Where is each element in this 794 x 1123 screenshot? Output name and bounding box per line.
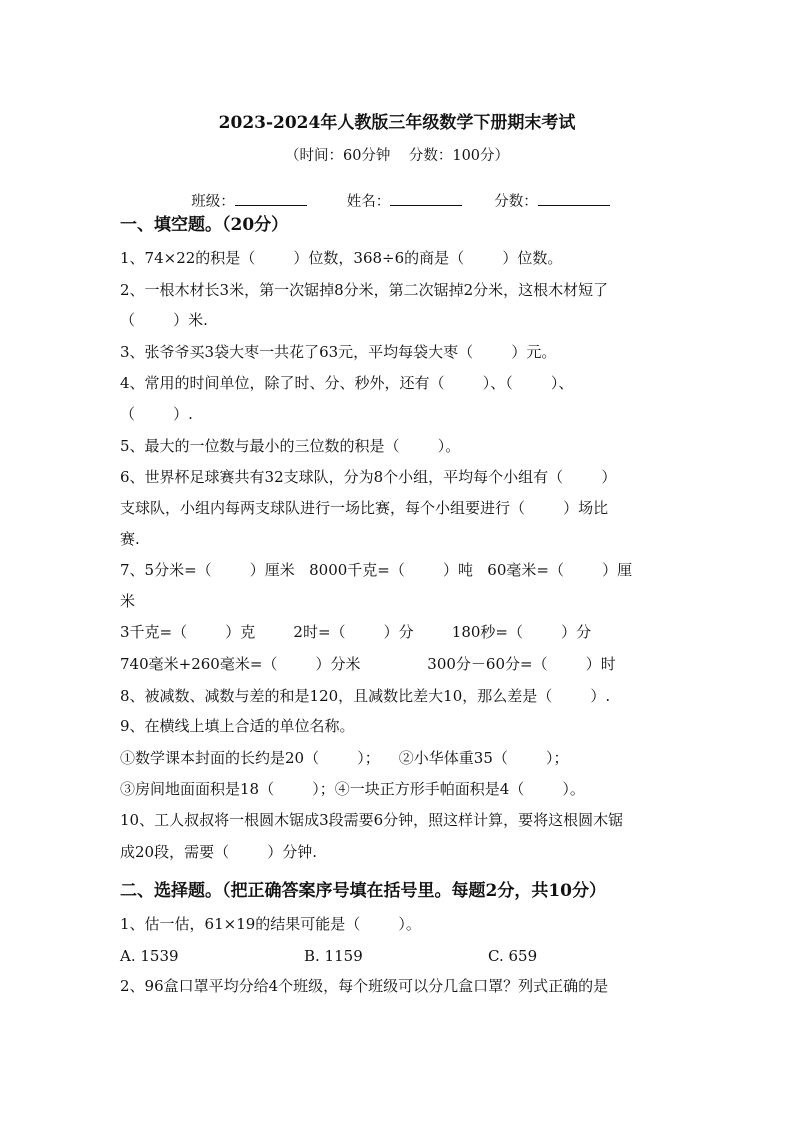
section-1-heading: 一、填空题。（20分）	[120, 215, 289, 235]
question-line: 740毫米+260毫米=（ ）分米 300分－60分=（ ）时	[120, 655, 616, 673]
question-line: 3、张爷爷买3袋大枣一共花了63元，平均每袋大枣（ ）元。	[120, 343, 557, 361]
question-line: ①数学课本封面的长约是20（ ）； ②小华体重35（ ）；	[120, 749, 569, 767]
question-line: 8、被减数、减数与差的和是120，且减数比差大10，那么差是（ ）.	[120, 687, 611, 705]
question-line: 4、常用的时间单位，除了时、分、秒外，还有（ ）、（ ）、	[120, 374, 574, 392]
score-label: 分数：	[494, 194, 538, 210]
question-line: 米	[120, 592, 136, 610]
choice-question-1: 1、估一估，61×19的结果可能是（ ）。	[120, 915, 421, 933]
question-line: 支球队，小组内每两支球队进行一场比赛，每个小组要进行（ ）场比	[120, 499, 609, 517]
name-blank[interactable]	[390, 191, 462, 206]
question-line: 9、在横线上填上合适的单位名称。	[120, 717, 355, 735]
option-a[interactable]: A. 1539	[120, 947, 179, 965]
question-line: 1、74×22的积是（ ）位数，368÷6的商是（ ）位数。	[120, 249, 563, 267]
exam-title: 2023-2024年人教版三年级数学下册期末考试	[218, 113, 576, 133]
class-blank[interactable]	[235, 191, 307, 206]
option-c[interactable]: C. 659	[488, 947, 538, 965]
question-line: 10、工人叔叔将一根圆木锯成3段需要6分钟，照这样计算，要将这根圆木锯	[120, 811, 624, 829]
choice-question-2: 2、96盒口罩平均分给4个班级，每个班级可以分几盒口罩？列式正确的是	[120, 977, 609, 995]
question-line: 3千克=（ ）克 2时=（ ）分 180秒=（ ）分	[120, 623, 592, 641]
question-line: （ ）米.	[120, 311, 208, 329]
question-line: 赛.	[120, 530, 140, 548]
name-label: 姓名：	[346, 194, 391, 210]
class-label: 班级：	[191, 194, 235, 210]
student-info-row	[182, 174, 610, 211]
score-blank[interactable]	[538, 191, 610, 206]
exam-meta: （时间：60分钟 分数：100分）	[284, 148, 510, 164]
question-line: 2、一根木材长3米，第一次锯掉8分米，第二次锯掉2分米，这根木材短了	[120, 281, 609, 299]
question-line: （ ）.	[120, 405, 193, 423]
question-line: 成20段，需要（ ）分钟.	[120, 843, 318, 861]
question-line: 6、世界杯足球赛共有32支球队，分为8个小组，平均每个小组有（ ）	[120, 468, 617, 486]
question-line: 7、5分米=（ ）厘米 8000千克=（ ）吨 60毫米=（ ）厘	[120, 561, 633, 579]
question-line: 5、最大的一位数与最小的三位数的积是（ ）。	[120, 437, 461, 455]
option-b[interactable]: B. 1159	[304, 947, 363, 965]
question-line: ③房间地面面积是18（ ）；④一块正方形手帕面积是4（ ）。	[120, 780, 585, 798]
section-2-heading: 二、选择题。（把正确答案序号填在括号里。每题2分，共10分）	[120, 881, 606, 901]
